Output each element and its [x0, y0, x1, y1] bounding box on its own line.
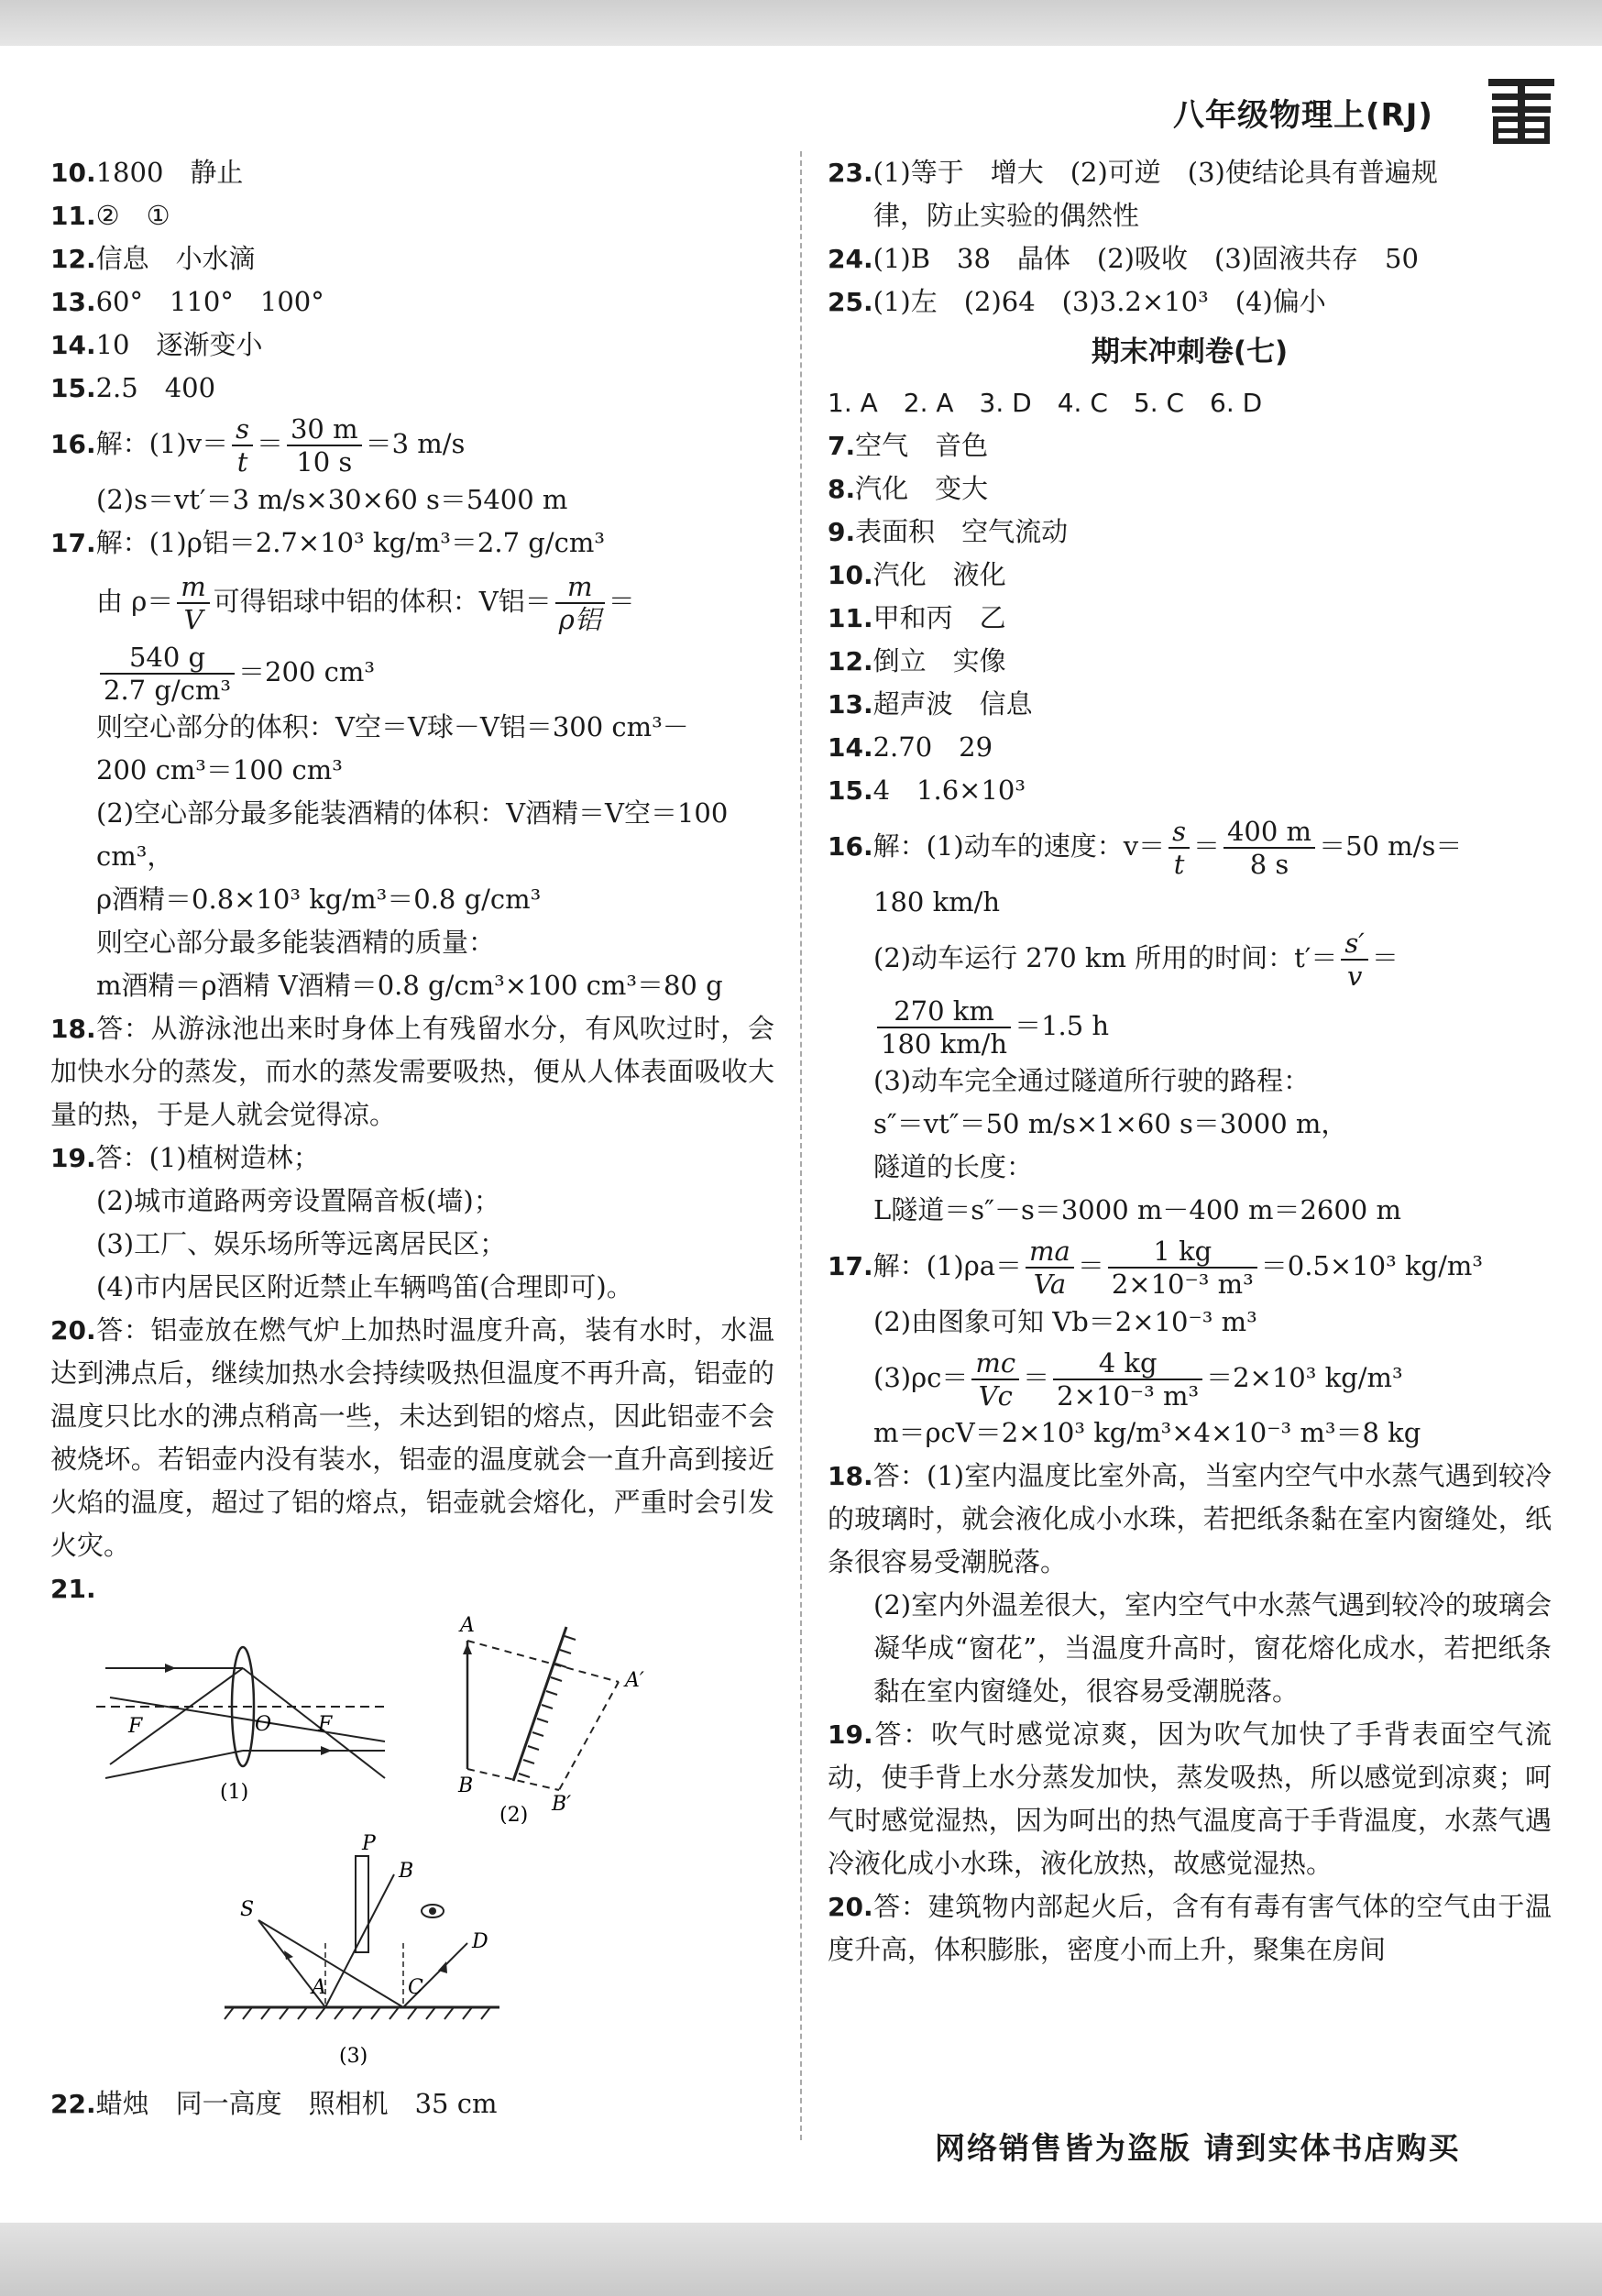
answer-23: 23.(1)等于 增大 (2)可逆 (3)使结论具有普遍规 律，防止实验的偶然性 [828, 157, 1438, 231]
answer-14: 14.10 逐渐变小 [50, 329, 263, 360]
label-a: A [312, 1976, 326, 1999]
fraction: $\frac{400 m}{8 s}$ [1223, 816, 1315, 880]
answer-r10: 10.汽化 液化 [828, 559, 1006, 590]
figure-plane-mirror [449, 1609, 687, 1824]
label-c: C [408, 1976, 423, 1999]
fraction: $\frac{270 km}{180 km/h}$ [877, 995, 1011, 1060]
answer-r15: 15.4 1.6×10³ [828, 774, 1026, 806]
answer-24: 24.(1)B 38 晶体 (2)吸收 (3)固液共存 50 [828, 243, 1419, 274]
answer-r18: 18.答：(1)室内温度比室外高，当室内空气中水蒸气遇到较冷的玻璃时，就会液化成小水珠，若把纸条黏在室内窗缝处，纸条很容易受潮脱落。 (2)室内外温差很大，室内空气中水蒸气遇到较冷的玻璃会凝华成“窗花”，当温度升高时，窗花熔化成水，若把纸条黏在室内窗缝处，很容易受潮脱落。 [828, 1460, 1552, 1707]
label-a-prime: A′ [625, 1669, 644, 1692]
answer-15: 15.2.5 400 [50, 372, 216, 403]
caption-2: (2) [499, 1804, 529, 1824]
caption-1: (1) [220, 1781, 249, 1801]
answer-22: 22.蜡烛 同一高度 照相机 35 cm [50, 2088, 498, 2119]
answer-19: 19.答：(1)植树造林； (2)城市道路两旁设置隔音板(墙)； (3)工厂、娱乐场所等远离居民区； (4)市内居民区附近禁止车辆鸣笛(合理即可)。 [50, 1142, 633, 1302]
top-band [0, 0, 1602, 46]
answer-r11: 11.甲和丙 乙 [828, 602, 1006, 633]
label-p: P [362, 1833, 376, 1855]
fraction: $\frac{1 kg}{\text{2×10⁻³ m³}}$ [1108, 1236, 1257, 1300]
eye-icon [422, 1905, 444, 1917]
fraction: $\frac{m}{\text{ρ铝}}$ [555, 571, 605, 635]
fraction: $\frac{s}{t}$ [1169, 816, 1190, 880]
answer-25: 25.(1)左 (2)64 (3)3.2×10³ (4)偏小 [828, 286, 1326, 317]
right-column [828, 151, 1552, 1972]
label-b: B [458, 1774, 474, 1797]
book-logo-icon [1487, 77, 1556, 145]
fraction: $\frac{4 kg}{\text{2×10⁻³ m³}}$ [1053, 1347, 1202, 1412]
fraction: $\frac{540 g}{\text{2.7 g/cm³}}$ [100, 642, 235, 706]
label-f-right: F [318, 1713, 333, 1736]
fraction: $\frac{s}{t}$ [232, 413, 253, 478]
answer-r7: 7.空气 音色 [828, 430, 989, 461]
answer-21: 21. [50, 1574, 96, 1604]
column-divider [800, 151, 802, 2140]
fraction: $\frac{mc}{Vc}$ [971, 1347, 1019, 1412]
answer-16: 16.解：(1)v＝ $\frac{s}{t}$ ＝ $\frac{30 m}{10 s}$ ＝3 m/s (2)s＝vt′＝3 m/s×30×60 s＝5400 m [50, 413, 568, 515]
footer-notice: 网络销售皆为盗版 请到实体书店购买 [935, 2130, 1461, 2166]
answer-17: 17.解：(1)ρ铝＝2.7×10³ kg/m³＝2.7 g/cm³ 由 ρ＝ $\frac{m}{V}$ 可得铝球中铝的体积：V铝＝ $\frac{m}{\text{ρ铝}}$ ＝ $\frac{540 g}{\text{2.7 g/cm³}}$ ＝200 cm³ 则空心部分的体积：V空＝V球－V铝＝300 cm³－ 200 cm³＝100 cm³ (2)空心部分最多能装酒精的体积：V酒精＝V空＝100 cm³， ρ酒精＝0.8×10³ kg/m³＝0.8 g/cm³ 则空心部分最多能装酒精的质量： m酒精＝ρ酒精 V酒精＝0.8 g/cm³×100 cm³＝80 g [50, 527, 729, 1001]
section-title: 期末冲刺卷(七) [1091, 335, 1289, 368]
answer-r13: 13.超声波 信息 [828, 688, 1033, 720]
answer-12: 12.信息 小水滴 [50, 243, 256, 274]
fraction: $\frac{s'}{v}$ [1341, 928, 1367, 992]
answer-20: 20.答：铝壶放在燃气炉上加热时温度升高，装有水时，水温达到沸点后，继续加热水会持续吸热但温度不再升高，铝壶的温度只比水的沸点稍高一些，未达到铝的熔点，因此铝壶不会被烧坏。若铝壶内没有装水，铝壶的温度就会一直升高到接近火焰的温度，超过了铝的熔点，铝壶就会熔化，严重时会引发火灾。 [50, 1314, 774, 1561]
left-column [50, 151, 774, 1610]
fraction: $\frac{30 m}{10 s}$ [287, 413, 362, 478]
answer-r8: 8.汽化 变大 [828, 473, 989, 504]
answer-13: 13.60° 110° 100° [50, 286, 324, 317]
fraction: $\frac{m}{V}$ [177, 571, 210, 635]
figure-reflection [220, 1833, 522, 2090]
page-header-title: 八年级物理上(RJ) [1173, 97, 1433, 134]
answer-r19: 19.答：吹气时感觉凉爽，因为吹气加快了手背表面空气流动，使手背上水分蒸发加快，蒸发吸热，所以感觉到凉爽；呵气时感觉湿热，因为呵出的热气温度高于手背温度，水蒸气遇冷液化成小水珠，液化放热，故感觉湿热。 [828, 1719, 1552, 1879]
label-s: S [240, 1898, 255, 1921]
answer-r14: 14.2.70 29 [828, 731, 993, 763]
answer-11: 11.② ① [50, 200, 170, 231]
label-a: A [460, 1614, 475, 1637]
answer-r9: 9.表面积 空气流动 [828, 516, 1069, 547]
label-f-left: F [128, 1715, 143, 1738]
answer-10: 10.1800 静止 [50, 157, 244, 188]
label-b: B [399, 1860, 414, 1883]
caption-3: (3) [339, 2045, 368, 2068]
answer-18: 18.答：从游泳池出来时身体上有残留水分，有风吹过时，会加快水分的蒸发，而水的蒸发需要吸热，便从人体表面吸收大量的热，于是人就会觉得凉。 [50, 1013, 774, 1130]
answer-r20: 20.答：建筑物内部起火后，含有有毒有害气体的空气由于温度升高，体积膨胀，密度小而上升，聚集在房间 [828, 1891, 1552, 1965]
label-d: D [472, 1930, 488, 1953]
label-b-prime: B′ [552, 1793, 572, 1816]
figure-convex-lens [92, 1641, 394, 1801]
answer-r12: 12.倒立 实像 [828, 645, 1006, 676]
fraction: $\frac{ma}{Va}$ [1026, 1236, 1074, 1300]
answer-r16: 16.解：(1)动车的速度：v＝ $\frac{s}{t}$ ＝ $\frac{400 m}{8 s}$ ＝50 m/s＝ 180 km/h (2)动车运行 270 km 所用的时间：t′＝ $\frac{s'}{v}$ ＝ $\frac{270 km}{180 km/h}$ ＝1.5 h (3)动车完全通过隧道所行驶的路程： s″＝vt″＝50 m/s×1×60 s＝3000 m， 隧道的长度： L隧道＝s″－s＝3000 m－400 m＝2600 m [828, 816, 1463, 1225]
bottom-band [0, 2223, 1602, 2296]
label-o: O [255, 1713, 272, 1736]
answers-1-6: 1. A 2. A 3. D 4. C 5. C 6. D [828, 388, 1263, 418]
answer-r17: 17.解：(1)ρa＝ $\frac{ma}{Va}$ ＝ $\frac{1 kg}{\text{2×10⁻³ m³}}$ ＝0.5×10³ kg/m³ (2)由图象可知 Vb＝2×10⁻³ m³ (3)ρc＝ $\frac{mc}{Vc}$ ＝ $\frac{4 kg}{\text{2×10⁻³ m³}}$ ＝2×10³ kg/m³ m＝ρcV＝2×10³ kg/m³×4×10⁻³ m³＝8 kg [828, 1236, 1483, 1448]
